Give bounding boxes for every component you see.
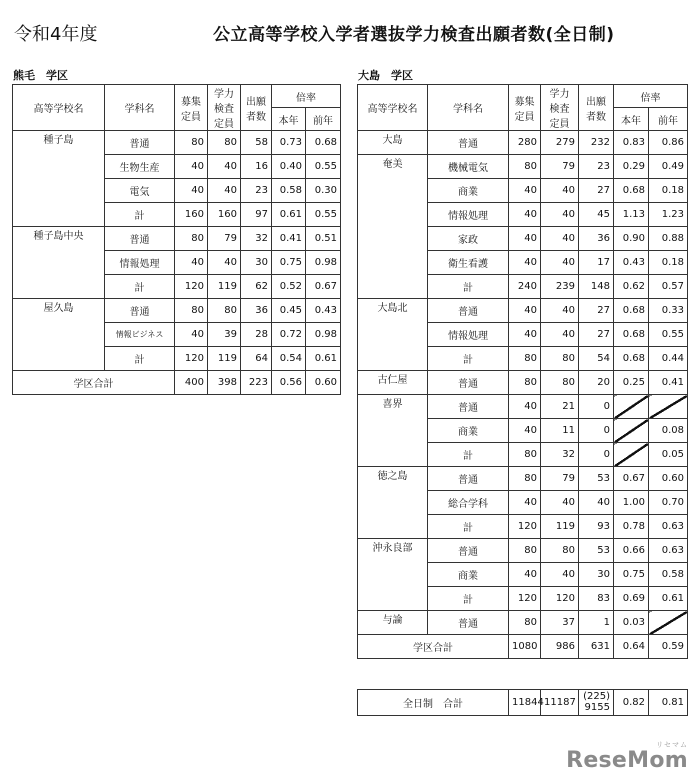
exam-capacity-cell: 80 <box>541 539 579 563</box>
exam-capacity-cell: 40 <box>541 299 579 323</box>
applicants-cell: 58 <box>241 131 272 155</box>
ratio-this-year-cell: 0.54 <box>272 347 306 371</box>
capacity-cell: 40 <box>509 563 541 587</box>
header-applicants-line: 出願 <box>586 96 606 108</box>
capacity-cell: 80 <box>509 371 541 395</box>
ratio-this-year-cell: 0.68 <box>614 179 649 203</box>
exam-capacity-cell: 79 <box>541 467 579 491</box>
school-name: 喜界 <box>358 395 428 467</box>
ratio-prev-year-cell: 0.44 <box>649 347 688 371</box>
overall-exam-capacity: 11187 <box>541 690 579 716</box>
exam-capacity-cell: 37 <box>541 611 579 635</box>
exam-capacity-cell: 120 <box>541 587 579 611</box>
header-school: 高等学校名 <box>358 85 428 131</box>
capacity-cell: 40 <box>509 491 541 515</box>
ratio-this-year-cell: 0.67 <box>614 467 649 491</box>
applicants-cell: 62 <box>241 275 272 299</box>
exam-capacity-cell: 40 <box>541 251 579 275</box>
ratio-prev-year-cell: 0.70 <box>649 491 688 515</box>
ratio-this-year-cell: 0.68 <box>614 299 649 323</box>
header-exam-capacity <box>208 85 241 131</box>
applicants-cell: 0 <box>579 395 614 419</box>
ratio-prev-year-cell: 0.49 <box>649 155 688 179</box>
applicants-cell: 0 <box>579 419 614 443</box>
ratio-prev-year-cell: 0.57 <box>649 275 688 299</box>
overall-applicants <box>579 690 614 716</box>
department-name: 計 <box>105 203 175 227</box>
department-name: 普通 <box>105 131 175 155</box>
ratio-this-year-cell: 0.29 <box>614 155 649 179</box>
overall-ratio-prev-year: 0.81 <box>649 690 688 716</box>
overall-ratio-this-year: 0.82 <box>614 690 649 716</box>
header-exam-line: 定員 <box>214 119 234 130</box>
exam-capacity-cell: 119 <box>208 347 241 371</box>
table-row <box>13 227 341 251</box>
department-name: 計 <box>105 347 175 371</box>
ratio-prev-year-cell: 0.61 <box>649 587 688 611</box>
ratio-this-year-cell <box>614 443 649 467</box>
ratio-prev-year-cell: 0.98 <box>306 323 341 347</box>
header-applicants <box>241 85 272 131</box>
header-this-year: 本年 <box>614 108 649 131</box>
department-name: 情報処理 <box>105 251 175 275</box>
applicants-cell: 28 <box>241 323 272 347</box>
ratio-prev-year-cell: 0.51 <box>306 227 341 251</box>
exam-capacity-cell: 119 <box>541 515 579 539</box>
fiscal-year: 令和4年度 <box>14 24 98 45</box>
department-name: 情報ビジネス <box>105 323 175 347</box>
applicants-cell: 27 <box>579 299 614 323</box>
capacity-cell: 120 <box>509 515 541 539</box>
ratio-this-year-cell: 0.66 <box>614 539 649 563</box>
department-name: 家政 <box>428 227 509 251</box>
ratio-prev-year-cell: 0.55 <box>306 155 341 179</box>
capacity-cell: 280 <box>509 131 541 155</box>
ratio-this-year-cell: 0.90 <box>614 227 649 251</box>
header-prev-year: 前年 <box>306 108 341 131</box>
ratio-prev-year-cell: 0.08 <box>649 419 688 443</box>
table-row <box>358 131 688 155</box>
ratio-this-year-cell: 0.61 <box>272 203 306 227</box>
ratio-this-year-cell: 0.75 <box>614 563 649 587</box>
capacity-cell: 40 <box>509 227 541 251</box>
applicants-cell: 27 <box>579 323 614 347</box>
ratio-prev-year-cell: 0.67 <box>306 275 341 299</box>
applicants-cell: 17 <box>579 251 614 275</box>
total-applicants: 631 <box>579 635 614 659</box>
ratio-this-year-cell: 0.75 <box>272 251 306 275</box>
table-header <box>358 85 688 131</box>
header-applicants <box>579 85 614 131</box>
header-exam-capacity <box>541 85 579 131</box>
header-capacity-line: 定員 <box>514 111 535 123</box>
table-row <box>358 371 688 395</box>
ratio-this-year-cell: 0.68 <box>614 323 649 347</box>
applicants-cell: 30 <box>241 251 272 275</box>
department-name: 普通 <box>428 395 509 419</box>
table-row <box>13 131 341 155</box>
total-ratio-this-year: 0.64 <box>614 635 649 659</box>
capacity-cell: 40 <box>509 395 541 419</box>
ratio-prev-year-cell: 0.30 <box>306 179 341 203</box>
table-row <box>358 539 688 563</box>
total-ratio-prev-year: 0.59 <box>649 635 688 659</box>
ratio-prev-year-cell <box>649 611 688 635</box>
overall-capacity: 11844 <box>509 690 541 716</box>
logo-text: ReseMom <box>566 748 688 773</box>
table-body <box>358 131 688 659</box>
total-applicants: 223 <box>241 371 272 395</box>
header-capacity-line: 募集 <box>514 96 535 108</box>
total-capacity: 400 <box>175 371 208 395</box>
ratio-prev-year-cell: 0.05 <box>649 443 688 467</box>
exam-capacity-cell: 21 <box>541 395 579 419</box>
department-name: 商業 <box>428 563 509 587</box>
exam-capacity-cell: 40 <box>541 203 579 227</box>
table-row <box>358 299 688 323</box>
header-row <box>13 85 341 108</box>
total-ratio-prev-year: 0.60 <box>306 371 341 395</box>
department-name: 商業 <box>428 419 509 443</box>
header-ratio: 倍率 <box>272 85 341 108</box>
capacity-cell: 80 <box>509 539 541 563</box>
ratio-prev-year-cell: 0.58 <box>649 563 688 587</box>
exam-capacity-cell: 40 <box>208 155 241 179</box>
department-name: 生物生産 <box>105 155 175 179</box>
header-applicants-line: 出願 <box>246 96 266 108</box>
applicants-cell: 53 <box>579 467 614 491</box>
ratio-prev-year-cell: 0.98 <box>306 251 341 275</box>
capacity-cell: 40 <box>509 179 541 203</box>
school-name: 与論 <box>358 611 428 635</box>
department-name: 計 <box>428 347 509 371</box>
applicants-cell: 23 <box>241 179 272 203</box>
exam-capacity-cell: 80 <box>541 347 579 371</box>
department-name: 計 <box>428 275 509 299</box>
department-name: 普通 <box>105 299 175 323</box>
total-capacity: 1080 <box>509 635 541 659</box>
overall-total-table <box>357 689 688 716</box>
capacity-cell: 80 <box>509 467 541 491</box>
ratio-this-year-cell: 0.52 <box>272 275 306 299</box>
department-name: 商業 <box>428 179 509 203</box>
department-name: 計 <box>428 587 509 611</box>
ratio-this-year-cell: 0.78 <box>614 515 649 539</box>
capacity-cell: 120 <box>175 275 208 299</box>
header-capacity <box>509 85 541 131</box>
header-capacity <box>175 85 208 131</box>
applicants-cell: 97 <box>241 203 272 227</box>
ratio-prev-year-cell: 0.68 <box>306 131 341 155</box>
ratio-prev-year-cell: 0.60 <box>649 467 688 491</box>
ratio-this-year-cell: 0.40 <box>272 155 306 179</box>
applicants-cell: 83 <box>579 587 614 611</box>
header-row <box>358 85 688 108</box>
ratio-prev-year-cell: 1.23 <box>649 203 688 227</box>
applicants-cell: 23 <box>579 155 614 179</box>
table-row <box>358 467 688 491</box>
table-row <box>358 611 688 635</box>
applicants-cell: 232 <box>579 131 614 155</box>
exam-capacity-cell: 40 <box>541 227 579 251</box>
ratio-prev-year-cell: 0.88 <box>649 227 688 251</box>
school-name: 屋久島 <box>13 299 105 371</box>
total-exam-capacity: 398 <box>208 371 241 395</box>
header-ratio: 倍率 <box>614 85 688 108</box>
school-name: 大島 <box>358 131 428 155</box>
applicants-cell: 16 <box>241 155 272 179</box>
header-capacity-line: 定員 <box>181 111 201 123</box>
department-name: 電気 <box>105 179 175 203</box>
table-body <box>13 131 341 395</box>
school-name: 沖永良部 <box>358 539 428 611</box>
capacity-cell: 80 <box>175 227 208 251</box>
header-prev-year: 前年 <box>649 108 688 131</box>
school-name: 種子島中央 <box>13 227 105 299</box>
table-row <box>358 155 688 179</box>
total-ratio-this-year: 0.56 <box>272 371 306 395</box>
capacity-cell: 40 <box>509 299 541 323</box>
department-name: 普通 <box>428 371 509 395</box>
school-name: 古仁屋 <box>358 371 428 395</box>
exam-capacity-cell: 39 <box>208 323 241 347</box>
exam-capacity-cell: 80 <box>208 299 241 323</box>
exam-capacity-cell: 239 <box>541 275 579 299</box>
applicants-cell: 40 <box>579 491 614 515</box>
logo-ruby: リセマム <box>656 741 688 749</box>
applicants-cell: 27 <box>579 179 614 203</box>
applicants-cell: 53 <box>579 539 614 563</box>
department-name: 計 <box>428 443 509 467</box>
ratio-this-year-cell: 0.03 <box>614 611 649 635</box>
department-name: 衛生看護 <box>428 251 509 275</box>
exam-capacity-cell: 40 <box>541 491 579 515</box>
applicants-cell: 32 <box>241 227 272 251</box>
applicants-cell: 93 <box>579 515 614 539</box>
overall-total-label: 全日制 合計 <box>358 690 509 716</box>
applicants-cell: 54 <box>579 347 614 371</box>
ratio-prev-year-cell: 0.61 <box>306 347 341 371</box>
ratio-prev-year-cell: 0.43 <box>306 299 341 323</box>
header-exam-line: 検査 <box>214 104 234 115</box>
school-name: 奄美 <box>358 155 428 299</box>
capacity-cell: 120 <box>175 347 208 371</box>
table-header <box>13 85 341 131</box>
ratio-this-year-cell: 1.00 <box>614 491 649 515</box>
oshima-district-table <box>357 84 688 659</box>
ratio-prev-year-cell: 0.63 <box>649 515 688 539</box>
ratio-prev-year-cell <box>649 395 688 419</box>
exam-capacity-cell: 40 <box>208 251 241 275</box>
total-exam-capacity: 986 <box>541 635 579 659</box>
department-name: 総合学科 <box>428 491 509 515</box>
ratio-this-year-cell: 0.73 <box>272 131 306 155</box>
header-exam-line: 学力 <box>214 89 234 100</box>
department-name: 計 <box>428 515 509 539</box>
department-name: 機械電気 <box>428 155 509 179</box>
ratio-this-year-cell: 0.43 <box>614 251 649 275</box>
resemom-logo <box>566 741 688 773</box>
district-total-row <box>358 635 688 659</box>
overall-applicants-note: (225) <box>583 691 610 702</box>
exam-capacity-cell: 279 <box>541 131 579 155</box>
applicants-cell: 30 <box>579 563 614 587</box>
district-total-row <box>13 371 341 395</box>
applicants-cell: 1 <box>579 611 614 635</box>
ratio-prev-year-cell: 0.55 <box>649 323 688 347</box>
school-name: 種子島 <box>13 131 105 227</box>
exam-capacity-cell: 40 <box>208 179 241 203</box>
exam-capacity-cell: 79 <box>208 227 241 251</box>
ratio-prev-year-cell: 0.86 <box>649 131 688 155</box>
table-row <box>13 299 341 323</box>
department-name: 計 <box>105 275 175 299</box>
ratio-prev-year-cell: 0.63 <box>649 539 688 563</box>
capacity-cell: 240 <box>509 275 541 299</box>
exam-capacity-cell: 119 <box>208 275 241 299</box>
capacity-cell: 40 <box>175 179 208 203</box>
header-this-year: 本年 <box>272 108 306 131</box>
header-applicants-line: 者数 <box>246 111 266 123</box>
department-name: 普通 <box>428 611 509 635</box>
header-exam-line: 学力 <box>549 89 570 100</box>
applicants-cell: 36 <box>579 227 614 251</box>
kumage-district-table <box>12 84 341 395</box>
ratio-prev-year-cell: 0.41 <box>649 371 688 395</box>
exam-capacity-cell: 40 <box>541 179 579 203</box>
header-department: 学科名 <box>105 85 175 131</box>
department-name: 情報処理 <box>428 323 509 347</box>
exam-capacity-cell: 80 <box>208 131 241 155</box>
table-row <box>358 395 688 419</box>
ratio-prev-year-cell: 0.18 <box>649 179 688 203</box>
exam-capacity-cell: 160 <box>208 203 241 227</box>
department-name: 普通 <box>428 131 509 155</box>
exam-capacity-cell: 11 <box>541 419 579 443</box>
exam-capacity-cell: 40 <box>541 323 579 347</box>
department-name: 情報処理 <box>428 203 509 227</box>
ratio-this-year-cell: 0.58 <box>272 179 306 203</box>
capacity-cell: 80 <box>509 611 541 635</box>
exam-capacity-cell: 40 <box>541 563 579 587</box>
school-name: 大島北 <box>358 299 428 371</box>
capacity-cell: 40 <box>509 323 541 347</box>
ratio-this-year-cell: 1.13 <box>614 203 649 227</box>
capacity-cell: 80 <box>175 299 208 323</box>
capacity-cell: 40 <box>509 203 541 227</box>
capacity-cell: 40 <box>509 419 541 443</box>
ratio-this-year-cell: 0.41 <box>272 227 306 251</box>
header-capacity-line: 募集 <box>181 96 201 108</box>
header-school: 高等学校名 <box>13 85 105 131</box>
capacity-cell: 80 <box>175 131 208 155</box>
overall-total-row <box>358 690 688 716</box>
ratio-this-year-cell <box>614 419 649 443</box>
capacity-cell: 80 <box>509 443 541 467</box>
department-name: 普通 <box>105 227 175 251</box>
applicants-cell: 64 <box>241 347 272 371</box>
district-total-label: 学区合計 <box>13 371 175 395</box>
applicants-cell: 20 <box>579 371 614 395</box>
applicants-cell: 0 <box>579 443 614 467</box>
header-exam-line: 定員 <box>549 119 570 130</box>
ratio-prev-year-cell: 0.18 <box>649 251 688 275</box>
page-title: 公立高等学校入学者選抜学力検査出願者数(全日制) <box>213 25 615 45</box>
applicants-cell: 45 <box>579 203 614 227</box>
ratio-this-year-cell: 0.68 <box>614 347 649 371</box>
ratio-this-year-cell: 0.72 <box>272 323 306 347</box>
district-label-oshima: 大島 学区 <box>358 69 413 82</box>
applicants-cell: 36 <box>241 299 272 323</box>
district-total-label: 学区合計 <box>358 635 509 659</box>
capacity-cell: 80 <box>509 155 541 179</box>
overall-applicants-value: 9155 <box>584 701 610 713</box>
department-name: 普通 <box>428 539 509 563</box>
capacity-cell: 120 <box>509 587 541 611</box>
capacity-cell: 160 <box>175 203 208 227</box>
school-name: 徳之島 <box>358 467 428 539</box>
header-department: 学科名 <box>428 85 509 131</box>
ratio-prev-year-cell: 0.55 <box>306 203 341 227</box>
applicants-cell: 148 <box>579 275 614 299</box>
capacity-cell: 80 <box>509 347 541 371</box>
ratio-this-year-cell: 0.25 <box>614 371 649 395</box>
capacity-cell: 40 <box>509 251 541 275</box>
exam-capacity-cell: 32 <box>541 443 579 467</box>
ratio-this-year-cell: 0.83 <box>614 131 649 155</box>
district-label-kumage: 熊毛 学区 <box>13 69 68 82</box>
department-name: 普通 <box>428 467 509 491</box>
capacity-cell: 40 <box>175 155 208 179</box>
exam-capacity-cell: 80 <box>541 371 579 395</box>
department-name: 普通 <box>428 299 509 323</box>
ratio-this-year-cell: 0.69 <box>614 587 649 611</box>
ratio-prev-year-cell: 0.33 <box>649 299 688 323</box>
capacity-cell: 40 <box>175 251 208 275</box>
ratio-this-year-cell <box>614 395 649 419</box>
header-exam-line: 検査 <box>549 104 570 115</box>
exam-capacity-cell: 79 <box>541 155 579 179</box>
capacity-cell: 40 <box>175 323 208 347</box>
ratio-this-year-cell: 0.62 <box>614 275 649 299</box>
header-applicants-line: 者数 <box>586 111 606 123</box>
ratio-this-year-cell: 0.45 <box>272 299 306 323</box>
